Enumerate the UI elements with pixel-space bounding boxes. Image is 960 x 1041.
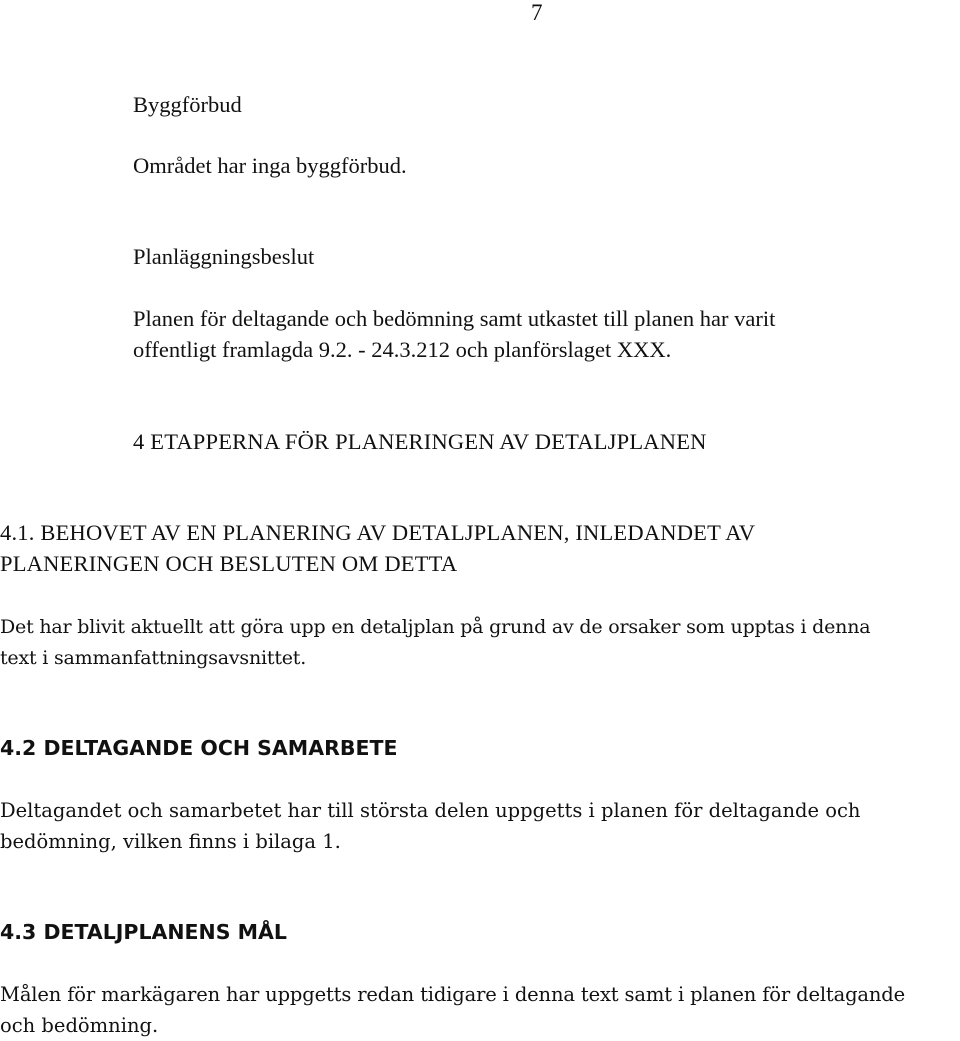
paragraph-4-3-line-1: Målen för markägaren har uppgetts redan tidigare i denna text samt i planen för deltagande [0, 983, 906, 1006]
chapter-heading-4: 4 ETAPPERNA FÖR PLANERINGEN AV DETALJPLANEN [133, 429, 707, 454]
paragraph-planlaggningsbeslut-line-1: Planen för deltagande och bedömning samt utkastet till planen har varit [133, 306, 776, 331]
paragraph-4-2-line-2: bedömning, vilken finns i bilaga 1. [0, 830, 341, 853]
paragraph-4-3-line-2: och bedömning. [0, 1014, 159, 1037]
paragraph-4-2-line-1: Deltagandet och samarbetet har till största delen uppgetts i planen för deltagande och [0, 799, 861, 822]
paragraph-4-1-line-2: text i sammanfattningsavsnittet. [0, 647, 307, 669]
section-heading-4-3: 4.3 DETALJPLANENS MÅL [0, 920, 287, 944]
page-number: 7 [531, 0, 543, 25]
section-heading-4-1-line-2: PLANERINGEN OCH BESLUTEN OM DETTA [0, 551, 458, 576]
section-heading-byggforbud: Byggförbud [133, 92, 242, 117]
paragraph-byggforbud: Området har inga byggförbud. [133, 153, 407, 178]
section-heading-4-1-line-1: 4.1. BEHOVET AV EN PLANERING AV DETALJPLANEN, INLEDANDET AV [0, 520, 756, 545]
section-heading-planlaggningsbeslut: Planläggningsbeslut [133, 244, 315, 269]
section-heading-4-2: 4.2 DELTAGANDE OCH SAMARBETE [0, 736, 398, 760]
paragraph-4-1-line-1: Det har blivit aktuellt att göra upp en detaljplan på grund av de orsaker som upptas i denna [0, 616, 871, 638]
paragraph-planlaggningsbeslut-line-2: offentligt framlagda 9.2. - 24.3.212 och planförslaget XXX. [133, 337, 672, 362]
